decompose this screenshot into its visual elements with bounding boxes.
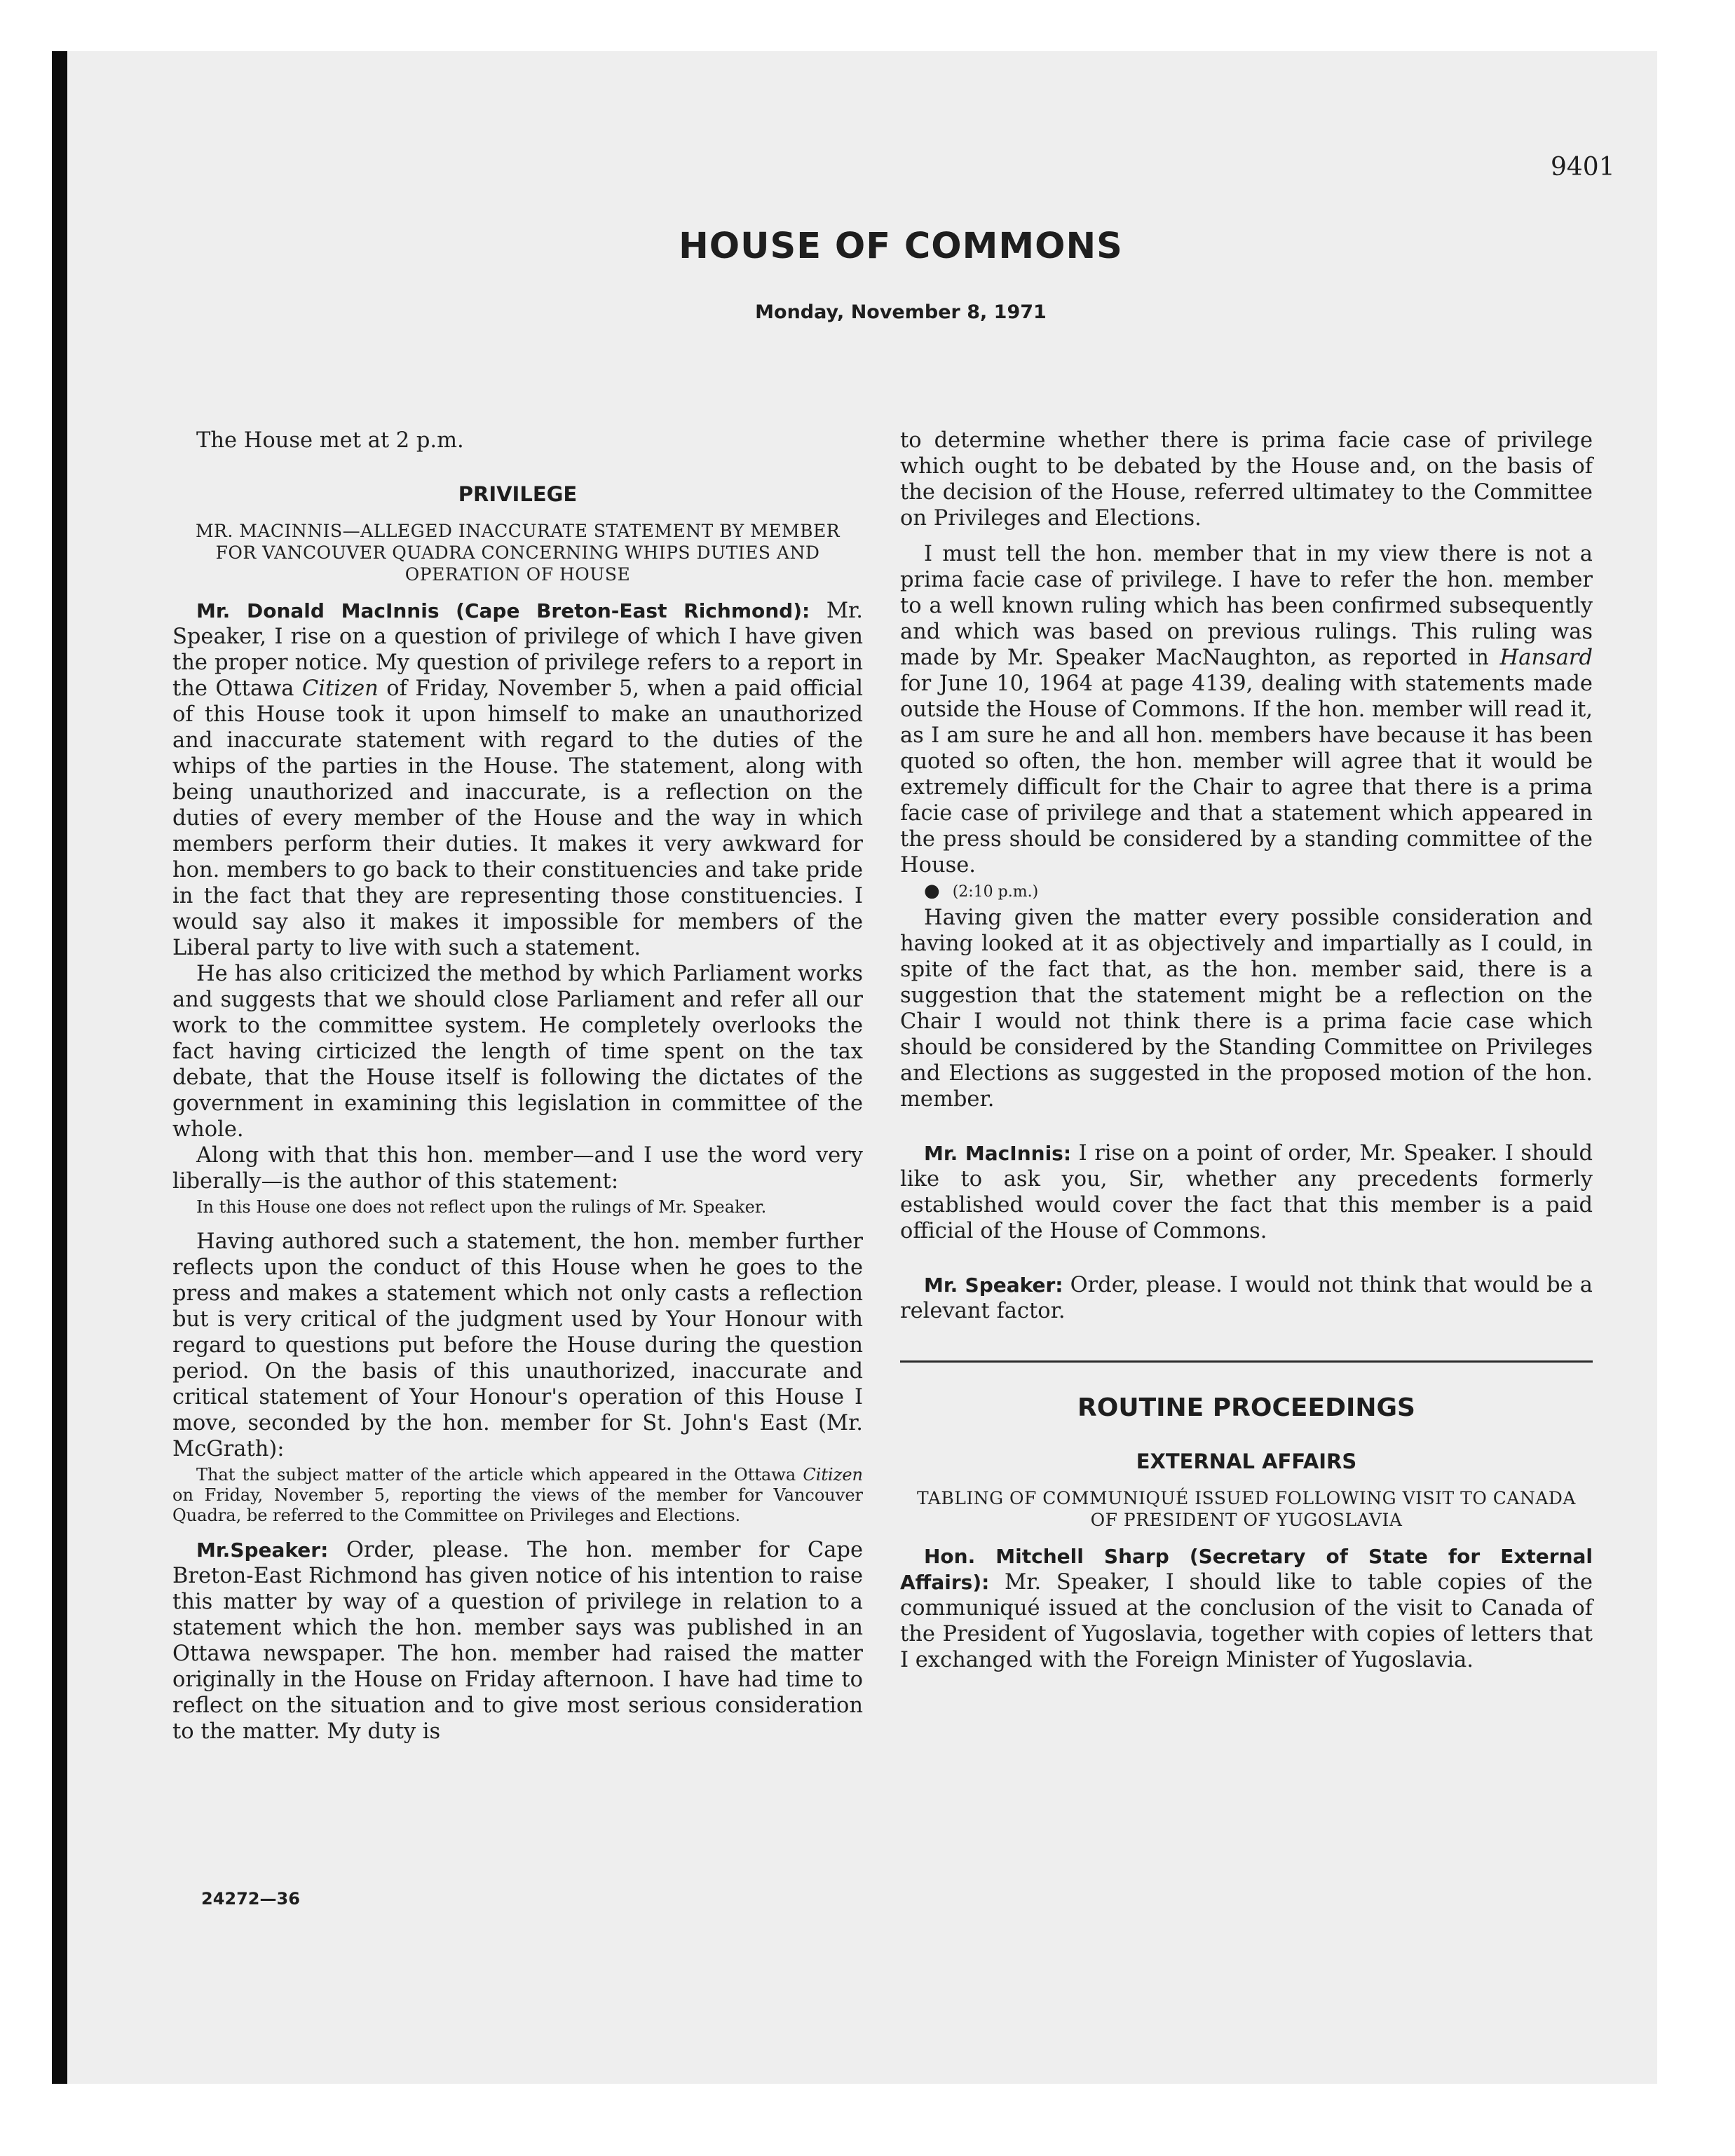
- scan-edge-shadow: [52, 51, 67, 2084]
- external-affairs-heading: EXTERNAL AFFAIRS: [1136, 1449, 1357, 1473]
- routine-proceedings-heading: ROUTINE PROCEEDINGS: [1077, 1393, 1415, 1422]
- quotation: In this House one does not reflect upon the rulings of Mr. Speaker.: [196, 1197, 767, 1217]
- time-marker: ● (2:10 p.m.): [924, 880, 1039, 901]
- print-code: 24272—36: [201, 1889, 300, 1909]
- speaker-reply: Mr. Speaker: Order, please. I would not think that would be a relevant factor.: [900, 1273, 1593, 1323]
- section-divider: [900, 1360, 1593, 1363]
- macinnis-speech-paragraph: Mr. Donald MacInnis (Cape Breton-East Richmond): Mr. Speaker, I rise on a question of privilege of which I have given the proper notice. My question of privilege refers to a report in the Ottawa Citizen of Friday, November 5, when a paid official of this House took it upon himself to make an unauthorized and inaccurate statement with regard to the duties of the whips of the parties in the House. The statement, along with being unauthorized and inaccurate, is a reflection on the duties of every member of the House and the way in which members perform their duties. It makes it very awkward for hon. members to go back to their constituencies and take pride in the fact that they are representing those constituencies. I would say also it makes it impossible for members of the Liberal party to live with such a statement.: [172, 599, 864, 960]
- speech-paragraph: He has also criticized the method by which Parliament works and suggests that we should close Parliament and refer all our work to the committee system. He completely overlooks the fact having cirticized the length of time spent on the tax debate, that the House itself is following the dictates of the government in examining this legislation in committee of the whole.: [172, 962, 863, 1142]
- opening-line: The House met at 2 p.m.: [196, 428, 464, 453]
- speaker-name: Hon. Mitchell Sharp (Secretary of State for External Affairs):: [900, 1545, 1593, 1594]
- speech-paragraph: Having given the matter every possible consideration and having looked at it as objectively and impartially as I could, in spite of the fact that, as the hon. member said, there is a suggestion that the statement might be a reflection on the Chair I would not think there is a prima facie case which should be considered by the Standing Committee on Privileges and Elections as suggested in the proposed motion of the hon. member.: [900, 906, 1593, 1112]
- sharp-statement: Hon. Mitchell Sharp (Secretary of State for External Affairs): Mr. Speaker, I should like to table copies of the communiqué issued at the conclusion of the visit to Canada of the President of Yugoslavia, together with copies of letters that I exchanged with the Foreign Minister of Yugoslavia.: [900, 1545, 1593, 1672]
- right-column: [900, 428, 1593, 1673]
- speaker-name: Mr.Speaker:: [196, 1538, 329, 1562]
- speech-paragraph: to determine whether there is prima facie case of privilege which ought to be debated by the House and, on the basis of the decision of the House, referred ultimatey to the Committee on Privileges and Elections.: [900, 428, 1593, 531]
- masthead-title: HOUSE OF COMMONS: [679, 226, 1123, 267]
- speaker-name: Mr. Speaker:: [924, 1274, 1063, 1297]
- speaker-ruling-paragraph: Mr.Speaker: Order, please. The hon. member for Cape Breton-East Richmond has given notice of his intention to raise this matter by way of a question of privilege in relation to a statement which the hon. member says was published in an Ottawa newspaper. The hon. member had raised the matter originally in the House on Friday afternoon. I have had time to reflect on the situation and to give most serious consideration to the matter. My duty is: [172, 1538, 863, 1744]
- speech-paragraph: Along with that this hon. member—and I use the word very liberally—is the author of this statement:: [172, 1143, 863, 1194]
- privilege-subheading: MR. MACINNIS—ALLEGED INACCURATE STATEMENT BY MEMBER FOR VANCOUVER QUADRA CONCERNING WHIPS DUTIES AND OPERATION OF HOUSE: [195, 521, 841, 585]
- motion-quotation: That the subject matter of the article which appeared in the Ottawa Citizen on Friday, November 5, reporting the views of the member for Vancouver Quadra, be referred to the Committee on Privileges and Elections.: [172, 1465, 863, 1525]
- speech-paragraph: I must tell the hon. member that in my view there is not a prima facie case of privilege. I have to refer the hon. member to a well known ruling which has been confirmed subsequently and which was based on previous rulings. This ruling was made by Mr. Speaker MacNaughton, as reported in Hansard for June 10, 1964 at page 4139, dealing with statements made outside the House of Commons. If the hon. member will read it, as I am sure he and all hon. members have because it has been quoted so often, the hon. member will agree that it would be extremely difficult for the Chair to agree that there is a prima facie case of privilege and that a statement which appeared in the press should be considered by a standing committee of the House.: [900, 542, 1593, 878]
- privilege-heading: PRIVILEGE: [458, 482, 578, 506]
- macinnis-point-of-order: Mr. MacInnis: I rise on a point of order, Mr. Speaker. I should like to ask you, Sir, whether any precedents formerly established would cover the fact that this member is a paid official of the House of Commons.: [900, 1141, 1593, 1243]
- tabling-subheading: TABLING OF COMMUNIQUÉ ISSUED FOLLOWING VISIT TO CANADA OF PRESIDENT OF YUGOSLAVIA: [917, 1488, 1576, 1530]
- sitting-date: Monday, November 8, 1971: [755, 301, 1047, 323]
- bullet-icon: ●: [924, 880, 940, 901]
- speaker-name: Mr. Donald MacInnis (Cape Breton-East Richmond):: [196, 599, 810, 622]
- speech-paragraph: Having authored such a statement, the hon. member further reflects upon the conduct of this House when he goes to the press and makes a statement which not only casts a reflection but is very critical of the judgment used by Your Honour with regard to questions put before the House during the question period. On the basis of this unauthorized, inaccurate and critical statement of Your Honour's operation of this House I move, seconded by the hon. member for St. John's East (Mr. McGrath):: [172, 1229, 863, 1461]
- speaker-name: Mr. MacInnis:: [924, 1142, 1072, 1165]
- page-number: 9401: [1551, 153, 1615, 182]
- left-column: [172, 428, 863, 1745]
